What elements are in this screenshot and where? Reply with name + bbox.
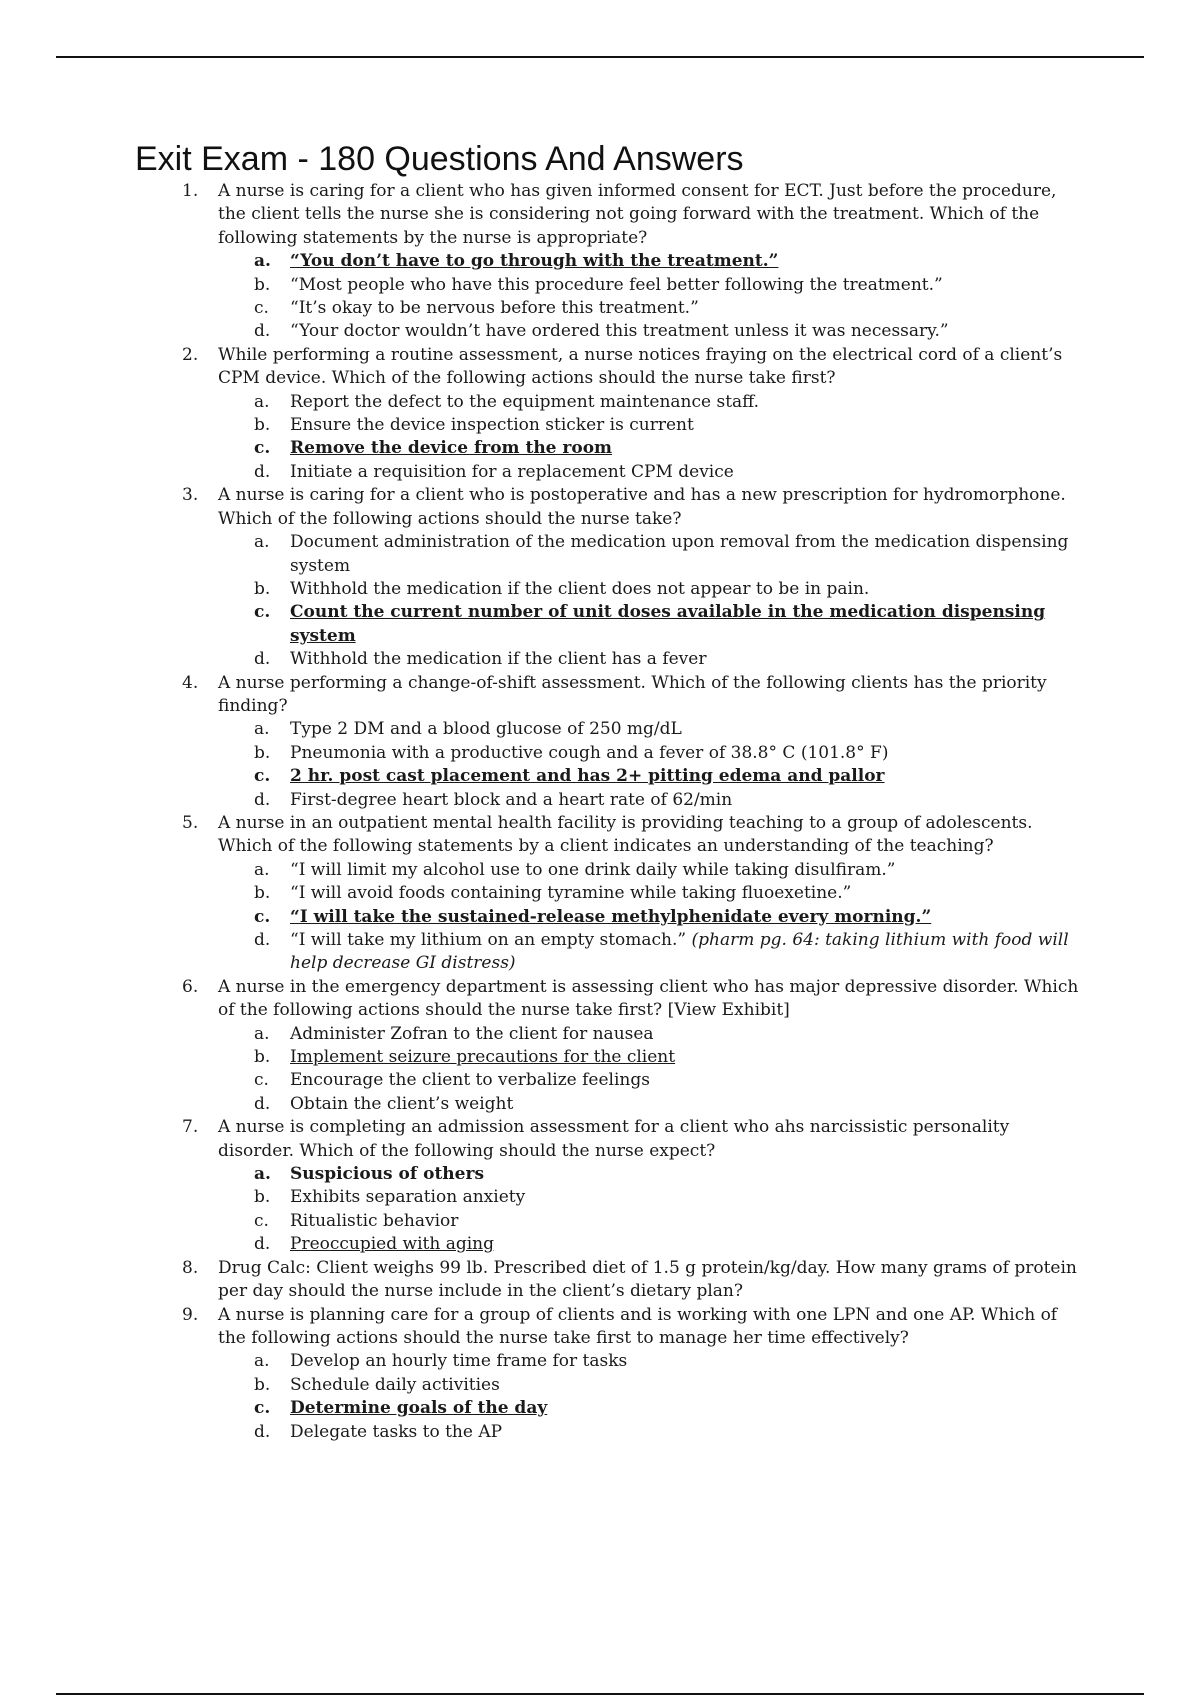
option-letter: a. [254,391,270,412]
option-content [290,1046,1088,1069]
option-letter: d. [254,461,271,482]
option-text: Obtain the client’s weight [290,1093,514,1114]
option-letter: b. [254,274,271,295]
option-content [290,1233,1088,1256]
option-content [290,1163,1088,1186]
option-content [290,859,1088,882]
option-text: Implement seizure precautions for the client [290,1047,676,1068]
option-text: “You don’t have to go through with the treatment.” [290,251,779,272]
option-text: “Most people who have this procedure feel better following the treatment.” [290,274,943,295]
question-number: 6. [182,976,199,997]
option-letter: d. [254,321,271,342]
question-text: A nurse is planning care for a group of clients and is working with one LPN and one AP. Which of the following actions should the nurse take first to manage her time effectively? [218,1304,1058,1348]
answer-option [254,1093,1088,1116]
answer-option [254,765,1088,788]
question-text: While performing a routine assessment, a nurse notices fraying on the electrical cord of a client’s CPM device. Which of the following actions should the nurse take first? [218,344,1063,389]
option-content [290,437,1088,460]
option-letter: d. [254,649,271,670]
option-text: Delegate tasks to the AP [290,1421,503,1442]
option-letter: c. [254,1398,271,1419]
option-letter: d. [254,1234,271,1255]
option-letter: b. [254,1047,271,1068]
answer-option [254,601,1088,648]
question-text: A nurse in an outpatient mental health facility is providing teaching to a group of adolescents. Which of the following statements by a client indicates an understanding of the teaching? [218,812,1033,857]
question-item [182,672,1088,812]
option-text: Document administration of the medication upon removal from the medication dispensing system [290,532,1069,576]
answer-option [254,391,1088,414]
question-text: Drug Calc: Client weighs 99 lb. Prescribed diet of 1.5 g protein/kg/day. How many grams of protein per day should the nurse include in the client’s dietary plan? [218,1257,1077,1302]
question-number: 7. [182,1117,199,1138]
answer-options [218,531,1088,671]
question-text: A nurse is caring for a client who is postoperative and has a new prescription for hydromorphone. Which of the following actions should the nurse take? [218,485,1066,529]
option-letter: c. [254,1070,269,1091]
option-content [290,1397,1088,1420]
option-text: Schedule daily activities [290,1374,500,1395]
option-text: Report the defect to the equipment maintenance staff. [290,391,760,412]
option-content [290,1421,1088,1444]
question-number: 8. [182,1257,199,1278]
question-body [218,976,1088,1116]
question-item [182,1116,1088,1256]
option-text: Remove the device from the room [290,438,613,459]
answer-option [254,1421,1088,1444]
question-body [218,1257,1088,1304]
option-content [290,765,1088,788]
answer-option [254,461,1088,484]
question-item [182,812,1088,976]
answer-options [218,391,1088,485]
option-text: “Your doctor wouldn’t have ordered this treatment unless it was necessary.” [290,321,949,342]
question-item [182,180,1088,344]
option-text: Suspicious of others [290,1164,485,1185]
option-text: Exhibits separation anxiety [290,1187,526,1208]
answer-option [254,929,1088,976]
option-text: Type 2 DM and a blood glucose of 250 mg/dL [290,719,682,740]
option-content [290,742,1088,765]
option-letter: a. [254,859,270,880]
option-text: First-degree heart block and a heart rate of 62/min [290,789,733,810]
option-content [290,320,1088,343]
question-item [182,344,1088,484]
answer-option [254,1233,1088,1256]
option-content [290,648,1088,671]
option-letter: c. [254,438,271,459]
option-letter: b. [254,578,271,599]
answer-option [254,1374,1088,1397]
answer-option [254,297,1088,320]
answer-options [218,718,1088,812]
option-content [290,1186,1088,1209]
option-text: 2 hr. post cast placement and has 2+ pitting edema and pallor [290,766,885,787]
option-letter: c. [254,1210,269,1231]
question-text: A nurse is caring for a client who has given informed consent for ECT. Just before the procedure, the client tells the nurse she is considering not going forward with the treatment. Which of the following statements by the nurse is appropriate? [218,181,1057,248]
question-number: 4. [182,672,199,693]
option-note: (pharm pg. 64: taking lithium with food will help decrease GI distress) [290,930,1069,974]
option-content [290,906,1088,929]
option-letter: d. [254,930,271,950]
answer-option [254,742,1088,765]
option-content [290,297,1088,320]
option-content [290,1350,1088,1373]
option-letter: a. [254,719,270,740]
option-text: Initiate a requisition for a replacement CPM device [290,461,734,482]
option-text: Count the current number of unit doses available in the medication dispensing system [290,602,1046,646]
question-body [218,180,1088,344]
option-letter: a. [254,1351,270,1372]
answer-options [218,1023,1088,1117]
answer-option [254,1350,1088,1373]
question-item [182,1304,1088,1444]
option-content [290,250,1088,273]
option-text: Withhold the medication if the client does not appear to be in pain. [290,578,870,599]
option-text: Pneumonia with a productive cough and a fever of 38.8° C (101.8° F) [290,742,889,763]
option-letter: c. [254,602,271,623]
question-item [182,484,1088,671]
question-number: 2. [182,344,199,365]
answer-option [254,882,1088,905]
answer-option [254,648,1088,671]
option-content [290,391,1088,414]
answer-option [254,1069,1088,1092]
answer-options [218,250,1088,344]
answer-option [254,320,1088,343]
answer-options [218,1350,1088,1444]
question-body [218,812,1088,976]
question-body [218,344,1088,484]
option-content [290,929,1088,976]
question-number: 9. [182,1304,199,1325]
answer-option [254,1046,1088,1069]
bottom-rule [56,1693,1144,1695]
question-body [218,484,1088,671]
option-text: Preoccupied with aging [290,1234,494,1255]
option-text: “I will limit my alcohol use to one drink daily while taking disulfiram.” [290,859,896,880]
option-letter: a. [254,251,271,272]
document-title: Exit Exam - 180 Questions And Answers [135,140,744,178]
option-content [290,274,1088,297]
answer-option [254,718,1088,741]
answer-option [254,437,1088,460]
option-text: Encourage the client to verbalize feelings [290,1070,650,1091]
option-text: “I will take my lithium on an empty stomach.” [290,930,687,950]
answer-options [218,859,1088,976]
answer-option [254,1186,1088,1209]
option-content [290,882,1088,905]
question-item [182,1257,1088,1304]
option-text: Determine goals of the day [290,1398,548,1419]
option-content [290,461,1088,484]
option-content [290,1093,1088,1116]
answer-option [254,1210,1088,1233]
answer-option [254,1163,1088,1186]
answer-option [254,414,1088,437]
question-body [218,672,1088,812]
option-letter: c. [254,766,271,787]
option-text: Ensure the device inspection sticker is current [290,415,694,436]
option-text: Ritualistic behavior [290,1210,459,1231]
option-text: Withhold the medication if the client has a fever [290,649,707,670]
option-letter: b. [254,415,271,436]
question-body [218,1116,1088,1256]
option-letter: d. [254,1421,271,1442]
question-number: 3. [182,485,199,506]
top-rule [56,56,1144,58]
question-text: A nurse performing a change-of-shift assessment. Which of the following clients has the priority finding? [218,672,1047,716]
option-content [290,718,1088,741]
question-number: 5. [182,812,199,833]
option-letter: a. [254,1023,270,1044]
answer-option [254,531,1088,578]
option-content [290,1374,1088,1397]
option-letter: b. [254,1374,271,1395]
answer-option [254,578,1088,601]
option-text: “I will take the sustained-release methylphenidate every morning.” [290,906,932,927]
option-content [290,1069,1088,1092]
option-letter: b. [254,1187,271,1208]
question-item [182,976,1088,1116]
question-body [218,1304,1088,1444]
option-text: Develop an hourly time frame for tasks [290,1351,628,1372]
option-letter: c. [254,906,271,927]
option-letter: d. [254,789,271,810]
question-text: A nurse in the emergency department is assessing client who has major depressive disorder. Which of the following actions should the nurse take first? [View Exhibit] [218,976,1079,1021]
option-letter: b. [254,883,271,904]
option-text: Administer Zofran to the client for nausea [290,1023,654,1044]
answer-option [254,859,1088,882]
option-letter: a. [254,1164,271,1185]
option-letter: b. [254,742,271,763]
option-content [290,789,1088,812]
option-letter: c. [254,298,269,319]
option-text: “It’s okay to be nervous before this treatment.” [290,298,699,319]
option-content [290,578,1088,601]
answer-option [254,906,1088,929]
option-content [290,1210,1088,1233]
answer-option [254,789,1088,812]
answer-option [254,250,1088,273]
answer-options [218,1163,1088,1257]
question-text: A nurse is completing an admission assessment for a client who ahs narcissistic personality disorder. Which of the following should the nurse expect? [218,1117,1010,1161]
answer-option [254,274,1088,297]
option-letter: a. [254,532,270,553]
option-content [290,1023,1088,1046]
answer-option [254,1023,1088,1046]
option-content [290,414,1088,437]
option-letter: d. [254,1093,271,1114]
answer-option [254,1397,1088,1420]
question-number: 1. [182,181,199,201]
option-text: “I will avoid foods containing tyramine while taking fluoexetine.” [290,883,852,904]
option-content [290,601,1088,648]
option-content [290,531,1088,578]
question-list [182,180,1088,1444]
